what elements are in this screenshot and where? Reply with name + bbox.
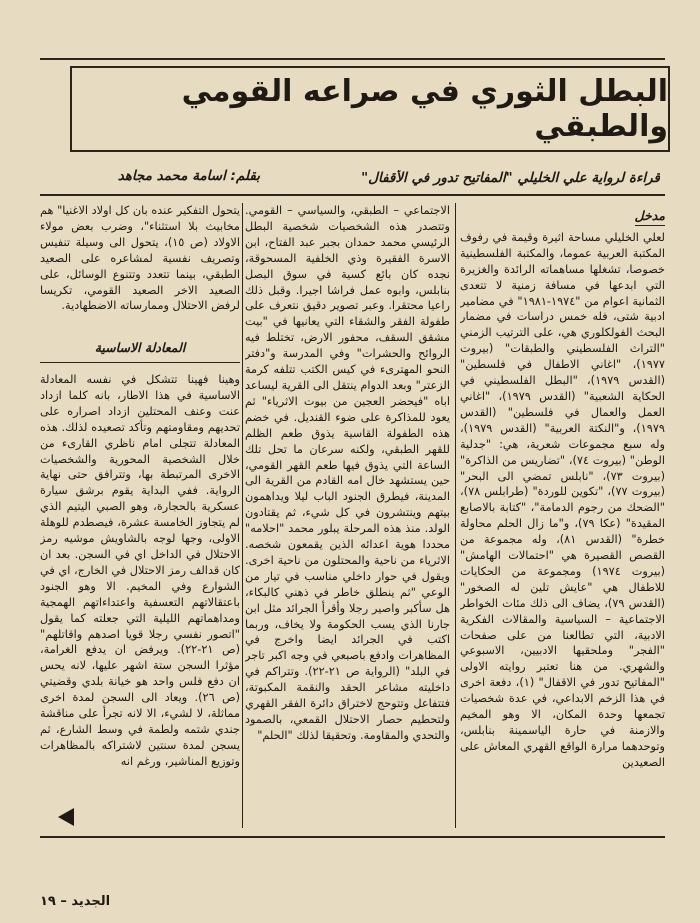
bottom-rule [40,836,665,838]
column-middle [245,203,450,833]
column-middle-text: الاجتماعي – الطبقي، والسياسي – القومي. وتتصدر هذه الشخصيات شخصية البطل الرئيسي محمد حمدان بجبر عبد الفتاح، ابن الاسرة الفقيرة وذي الخلفية المسحوقة، نجده كان بائع كسية في سوق البصل بنابلس، وابوه عمل فراشا اجيرا. وقبل ذلك راعيا محتقرا. وعبر تصوير دقيق نتعرف على طفولة الفقر والشقاء التي يعانيها في "بيت مشقق السقف، محفور الارض، تختلط فيه الروائح والحشرات" وفي المدرسة و"دفتر النحو المهترىء في كيس الكتب تتلفه كرمة الزعتر" وبعد الدوام ينتقل الى القرية ليساعد اباه "فيحضر العجين من بيوت الاثرياء" ثم يعود للمذاكرة على ضوء القنديل. في خضم هذه الطفولة القاسية يذوق طعم الظلم للقهر الطبقي، ولكنه سرعان ما تحل تلك الساعة التي يذوق فيها طعم القهر القومي، حين يستشهد خال امه القادم من القرية الى المدينة، فيطرق الجنود الباب ليلا ويداهمون بيتهم وينتشرون في كل شيء، ثم يقتادون الولد. منذ هذه المرحلة يبلور محمد "احلامه" محددا هوية اعدائه الذين يقمعون شخصه. الاثرياء من ناحية والمحتلون من ناحية اخرى. ويقول في حوار داخلي مناسب في تيار من الوعي "ثم ينطلق خاطر في ذهني كالبكاء، هل سأكبر واصير رجلا وأقرأ الجرائد مثل ابن جارنا الذي يسب الحكومة ولا يخاف، وربما اكتب في الجرائد ايضا واخرج في المظاهرات وادفع باصبعي في وجه اكبر تاجر في البلد" (الرواية ص ٢١-٢٢). وتتراكم في داخليته مشاعر الحقد والنقمة المكبوتة، فتتفاعل وتتوحج لاختراق دائرة الفقر القهري ولتحطيم حصار الاحتلال القمعي، بالصمود والتحدي والمقاومة. وتحقيقا لذلك "الحلم" [245,204,450,742]
column-right-text: لعلي الخليلي مساحة اثيرة وقيمة في رفوف المكتبة العربية عموما، والمكتبة الفلسطينية خصوصا، تشغلها مساهماته الرائدة والغزيرة التي ابدعها في مسافة زمنية لا تتعدى الثمانية اعوام من "١٩٧٤-١٩٨١" في مضامير ادبية شتى، فله خمس دراسات في مضمار البحث الفولكلوري هي، على الترتيب الزمني "التراث الفلسطيني والطبقات" (بيروت ١٩٧٧)، "اغاني الاطفال في فلسطين" (القدس ١٩٧٩)، "البطل الفلسطيني في الحكاية الشعبية" (القدس ١٩٧٩)، "اغاني العمل والعمال في فلسطين" (القدس ١٩٧٩)، و"النكتة العربية" (القدس ١٩٧٩)، وله سبع مجموعات شعرية، هي: "جدلية الوطن" (بيروت ٧٤)، "تضاريس من الذاكرة" (بيروت ٧٣)، "نابلس تمضي الى البحر" (بيروت ٧٧)، "تكوين للوردة" (طرابلس ٧٨)، "الضحك من رجوم الدمامة"، "كتابة بالاصابع المقيدة" (عكا ٧٩)، و"ما زال الحلم محاولة خطرة" (القدس ٨١)، وله مجموعة من القصص القصيرة هي "احتمالات الهامش" (بيروت ١٩٧٤) ومجموعة من الحكايات للاطفال هي "عايش تلين له الصخور" (القدس ٧٩)، يضاف الى ذلك مئات الخواطر الاجتماعية – السياسية والمقالات الفكرية الادبية، التي تطالعنا من على صفحات "الفجر" وملحقيها الادبيين، الاسبوعي والشهري. من هنا تعتبر روايته الاولى "المفاتيح تدور في الاقفال" (١)، دفعة اخرى في هذا الزخم الابداعي، في عدة شخصيات تجمعها وحدة المكان، الا وهو المخيم والازمنة في حارة الياسمينة بنابلس، وتوحدهما مرارة الواقع القهري المعاش على الصعيدين [460,230,665,769]
article-subtitle: قراءة لرواية علي الخليلي "المفاتيح تدور في الأقفال" [361,170,660,186]
author-byline: بقلم: اسامة محمد مجاهد [117,168,260,184]
article-title: البطل الثوري في صراعه القومي والطبقي [181,74,668,144]
column-left-bottom [40,372,240,812]
column-divider-right [455,203,456,828]
section-heading-intro: مدخل [635,208,665,226]
top-rule [40,58,665,60]
section-heading-equation: المعادلة الاساسية [40,340,240,363]
column-divider-left [242,203,243,828]
column-left-top-text: يتحول التفكير عنده بان كل اولاد الاغنيا" هم مخابيث بلا استثناء"، وضرب بعض مولاء الاولاد (ص ١٥)، يتحول الى وسيلة تنفيس وتصريف نفسية لمشاعره على الصعيد الطبقي، بينما تتعدد وتتنوع الوسائل، على الصعيد الاخر الصعيد القومي، تكريسا لرفض الاحتلال وممارساته الاضطهادية. [40,204,240,313]
header-rule [40,194,665,196]
continue-arrow-icon [58,808,74,826]
column-right [460,208,665,798]
page-footer: الجديد – ١٩ [40,894,111,909]
title-frame [70,66,670,152]
column-left-top [40,203,240,333]
column-left-bottom-text: وهينا فهينا تتشكل في نفسه المعادلة الاساسية في هذا الاطار، بانه كلما ازداد عنت وعنف المحتلين ازداد اصراره على تحديهم ومقاومتهم وتأكد تصعيده لذلك. هذه المعادلة تتجلى امام ناظري القارىء من خلال الشخصية المحورية والشخصيات الاخرى المرتبطة بها، وتترافق حتى نهاية الرواية. ففي البداية يقوم برشق سيارة عسكرية بالحجارة، وهو الصبي اليتيم الذي لم يتجاوز الخامسة عشرة، فيصطدم للوهلة الاولى، وجها لوجه بالشاويش موشيه رمز الاحتلال في الداخل اي في السجن. بعد ان كان قدالف رمز الاحتلال في الخارج، اي في الشوارع وفي المخيم. الا وهو الجنود باعتقالاتهم التعسفية واعتداءاتهم الهمجية ومداهماتهم الليلية التي جعلته كما يقول "اتصور نفسي رجلا قويا اصدهم واقاتلهم" (ص ٢١-٢٢). ويرفض ان يدفع الغرامة، مؤثرا السجن ستة اشهر عليها، لانه يحس ان دفع فلس واحد هو خيانة بلدي وقضيتي (ص ٢٦). ويعاد الى السجن لمدة اخرى مماثلة، لا لشيء، الا لانه تجرأ على مناقشة جندي شتمه ولطمة في وسط الشارع، ثم يسجن لمدة سنتين لاشتراكه بالمظاهرات وتوزيع المناشير، ورغم انه [40,373,240,768]
